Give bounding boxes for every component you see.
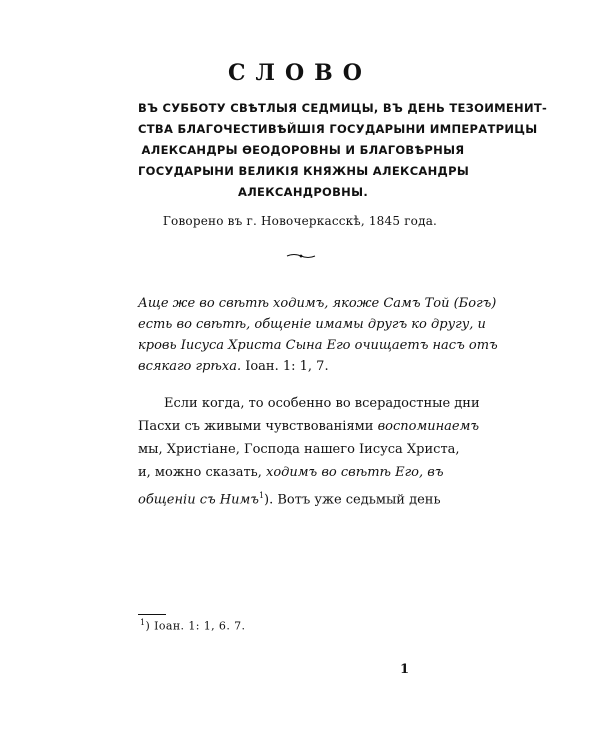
epigraph-line: Аще же во свѣтѣ ходимъ, якоже Самъ Той (Богъ) <box>138 296 497 311</box>
body-text: ). Вотъ уже седьмый день <box>264 492 441 508</box>
sermon-heading <box>138 98 548 203</box>
body-italic: воспоминаемъ <box>377 419 480 434</box>
sermon-body <box>138 392 480 511</box>
epigraph-line-text: всякаго грѣха. <box>138 359 242 374</box>
heading-line: АЛЕКСАНДРЫ ѲЕОДОРОВНЫ И БЛАГОВѢРНЫЯ <box>141 143 465 157</box>
body-line: Если когда, то особенно во всерадостные дни <box>164 396 480 411</box>
epigraph-reference: Іоан. 1: 1, 7. <box>245 359 329 374</box>
epigraph <box>138 293 498 377</box>
footnote-rule <box>138 614 166 615</box>
body-text: Пасхи съ живыми чувствованіями <box>138 419 374 434</box>
body-line: мы, Христіане, Господа нашего Іисуса Христа, <box>138 442 460 457</box>
place-date-line: Говорено въ г. Новочеркасскѣ, 1845 года. <box>162 214 438 228</box>
body-line <box>138 484 474 511</box>
heading-line: АЛЕКСАНДРОВНЫ. <box>238 185 368 199</box>
footnote <box>140 618 245 633</box>
heading-line: СТВА БЛАГОЧЕСТИВѢЙШІЯ ГОСУДАРЫНИ ИМПЕРАТРИЦЫ <box>138 122 538 136</box>
footnote-number: 1 <box>140 618 146 627</box>
body-italic: общеніи съ Нимъ <box>138 492 259 508</box>
footnote-marker[interactable]: 1 <box>258 491 265 500</box>
body-italic: ходимъ во свѣтѣ Его, въ <box>266 465 444 480</box>
body-line <box>138 461 474 484</box>
epigraph-line: есть во свѣтѣ, общеніе имамы другъ ко другу, и <box>138 317 486 332</box>
page-number: 1 <box>400 662 410 677</box>
ornament-divider-icon <box>286 252 316 260</box>
heading-line: ВЪ СУББОТУ СВѢТЛЫЯ СЕДМИЦЫ, ВЪ ДЕНЬ ТЕЗОИМЕНИТ- <box>138 101 548 115</box>
epigraph-line: кровь Іисуса Христа Сына Его очищаетъ насъ отъ <box>138 338 498 353</box>
footnote-text: ) Іоан. 1: 1, 6. 7. <box>145 619 246 633</box>
page-title: СЛОВО <box>228 60 372 86</box>
body-text: и, можно сказать, <box>138 465 262 480</box>
body-line <box>138 415 480 438</box>
epigraph-line <box>138 356 474 377</box>
heading-line: ГОСУДАРЫНИ ВЕЛИКІЯ КНЯЖНЫ АЛЕКСАНДРЫ <box>138 164 470 178</box>
